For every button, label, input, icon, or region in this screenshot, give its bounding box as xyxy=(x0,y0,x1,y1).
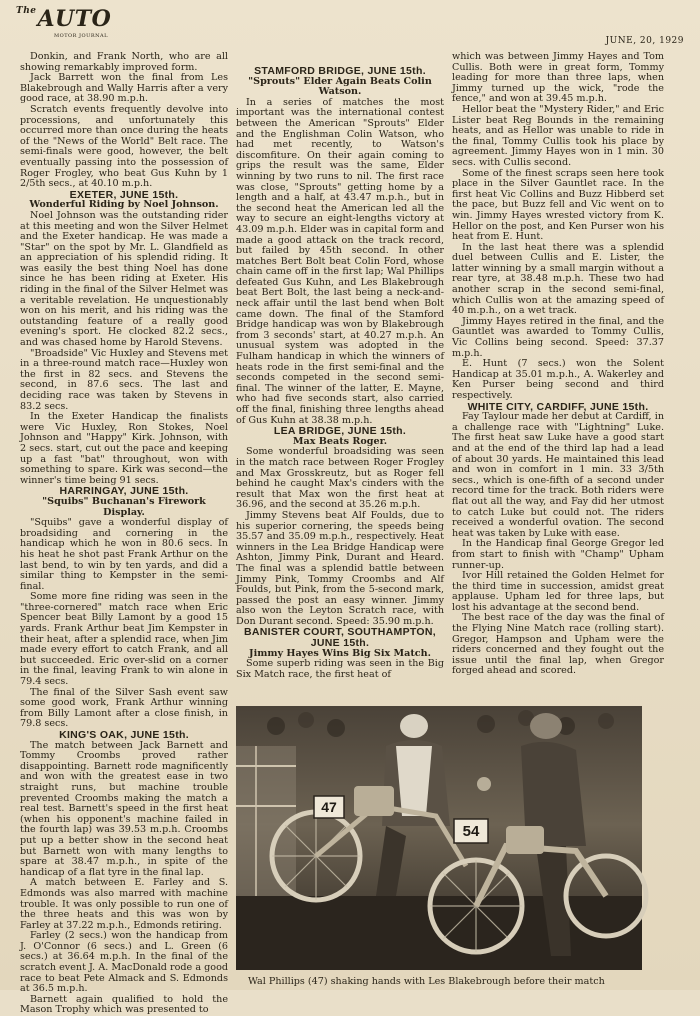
section-heading-banister-court: BANISTER COURT, SOUTHAMPTON, JUNE 15th. xyxy=(244,626,436,650)
issue-date: JUNE, 20, 1929 xyxy=(605,36,684,46)
section-subheading: Max Beats Roger. xyxy=(292,435,388,447)
paragraph: The final of the Silver Sash event saw some good work, Frank Arthur winning from Billy Lamont after a close finish, in 79.8 secs. xyxy=(20,686,228,730)
paragraph: Noel Johnson was the outstanding rider at this meeting and won the Silver Helmet and the Exeter handicap. He was made a "Star" on the spot by Mr. L. Glandfield as an appreciation of his splendid riding. It was easily the best thing Noel has done since he has been riding at Exeter. His riding in the final of the Silver Helmet was a veritable revelation. He unquestionably won on his merit, and his riding was the outstanding feature of a really good evening's sport. He clocked 82.2 secs., and was chased home by Harold Stevens. xyxy=(20,209,228,349)
section-heading-kings-oak: KING'S OAK, JUNE 15th. xyxy=(59,729,189,741)
masthead-subtitle: MOTOR JOURNAL xyxy=(54,33,108,39)
paragraph: In a series of matches the most important was the international contest between the American "Sprouts" Elder and the Englishman Colin Watson, who had met recently, to Watson's discomfiture. On their again coming to grips the result was the same, Elder winning by two runs to nil. The first race was close, "Sprouts" getting home by a length and a half, at 43.47 m.p.h., but in the second heat the American led all the way to secure an eight-lengths victory at 43.09 m.p.h. Elder was in capital form and made a good attack on the track record, but failed by 45th second. In other matches Bert Bolt beat Colin Ford, whose chain came off in the first lap; Wal Phillips defeated Gus Kuhn, and Les Blakebrough beat Bert Bolt, the last being a neck-and-neck affair until the last bend when Bolt came down. The final of the Stamford Bridge handicap was won by Blakebrough from 3 seconds' start, at 40.27 m.p.h. An unusual system was adopted in the Fulham handicap in which the winners of heats rode in the first semi-final and the seconds competed in the second semi-final. The winner of the latter, E. Mayne, who had five seconds start, also carried off the final, finishing three lengths ahead of Gus Kuhn at 38.38 m.p.h. xyxy=(236,96,444,426)
number-plate-right: 54 xyxy=(462,823,480,840)
paragraph: Farley (2 secs.) won the handicap from J. O'Connor (6 secs.) and L. Green (6 secs.) at 36.64 m.p.h. In the final of the scratch event J. A. MacDonald rode a good race to beat Pete Almack and S. Edmonds at 36.5 m.p.h. xyxy=(20,930,228,995)
section-heading-exeter: EXETER, JUNE 15th. xyxy=(69,188,179,201)
paragraph: Fay Taylour made her debut at Cardiff, in a challenge race with "Lightning" Luke. The first heat saw Luke have a good start and at the end of the third lap had a lead of about 30 yards. He maintained this lead and won in comfort in 1 min. 33 3/5th secs., which is one-fifth of a second under record time for the track. Both riders were flat out all the way, and Fay did her utmost to catch Luke but could not. The riders received a wonderful ovation. The second heat was taken by Luke with ease. xyxy=(452,411,664,539)
paragraph: which was between Jimmy Hayes and Tom Cullis. Both were in great form, Tommy leading for more than three laps, when Jimmy turned up the wick, "rode the fence," and won at 39.45 m.p.h. xyxy=(452,51,664,105)
paragraph: "Squibs" gave a wonderful display of broadsiding and cornering in the handicap which he won in 80.6 secs. In his heat he shot past Frank Arthur on the last bend, to win by ten yards, and did a similar thing to Kempster in the semi-final. xyxy=(20,517,228,592)
paragraph: In the Exeter Handicap the finalists were Vic Huxley, Ron Stokes, Noel Johnson and "Happy" Kirk. Johnson, with 2 secs. start, cut out the pace and keeping up a fast "bat" throughout, won with something to spare. Kirk was second—the winner's time being 91 secs. xyxy=(20,411,228,486)
paragraph: Some more fine riding was seen in the "three-cornered" match race when Eric Spencer beat Billy Lamont by a good 15 yards. Frank Arthur beat Jim Kempster in their heat, after a splendid race, when Jim made every effort to catch Frank, and all but succeeded. Eric over-slid on a corner in the final, leaving Frank to win alone in 79.4 secs. xyxy=(20,591,228,688)
section-heading-harringay: HARRINGAY, JUNE 15th. xyxy=(59,485,189,498)
paragraph: Donkin, and Frank North, who are all showing remarkably improved form. xyxy=(20,51,228,73)
paragraph: In the Handicap final George Gregor led from start to finish with "Champ" Upham runner-up. xyxy=(452,538,664,571)
paragraph: A match between E. Farley and S. Edmonds was also marred with machine trouble. It was only possible to run one of the three heats and this was won by Farley at 37.22 m.p.h., Edmonds retiring. xyxy=(20,877,228,931)
paragraph: Some of the finest scraps seen here took place in the Silver Gauntlet race. In the first heat Vic Collins and Buzz Hibberd set the pace, but Buzz fell and Vic went on to win. Jimmy Hayes wrested victory from K. Hellor on the post, and Ken Purser won his heat from E. Hunt. xyxy=(452,167,664,243)
photo-illustration xyxy=(236,706,642,970)
paragraph: Barnett again qualified to hold the Mason Trophy which was presented to xyxy=(20,993,228,1016)
paragraph: Jimmy Hayes retired in the final, and the Gauntlet was awarded to Tommy Cullis, Vic Collins being second. Speed: 37.37 m.p.h. xyxy=(452,315,664,359)
race-photograph xyxy=(236,706,642,970)
paragraph: Some superb riding was seen in the Big Six Match race, the first heat of xyxy=(236,658,444,680)
column-1 xyxy=(20,51,228,1016)
number-plate-left: 47 xyxy=(321,799,337,815)
section-heading-stamford-bridge: STAMFORD BRIDGE, JUNE 15th. xyxy=(254,65,426,77)
paragraph: "Broadside" Vic Huxley and Stevens met in a three-round match race—Huxley won the first in 82 secs. and Stevens the second, in 87.6 secs. The last and deciding race was taken by Stevens in 83.2 secs. xyxy=(20,347,228,412)
paragraph: Some wonderful broadsiding was seen in the match race between Roger Frogley and Max Grosskreutz, but as Roger fell behind he caught Max's cinders with the result that Max won the first heat at 36.96, and the second at 35.26 m.p.h. xyxy=(236,446,444,511)
section-heading-white-city: WHITE CITY, CARDIFF, JUNE 15th. xyxy=(467,400,649,413)
paragraph: Scratch events frequently devolve into processions, and unfortunately this occurred more than once during the heats of the "News of the World" Belt race. The semi-finals were good, however, the belt eventually passing into the possession of Roger Frogley, who beat Gus Kuhn by 1 2/5th secs., at 40.10 m.p.h. xyxy=(20,103,228,190)
section-subheading: Jimmy Hayes Wins Big Six Match. xyxy=(249,647,431,659)
paragraph: The match between Jack Barnett and Tommy Croombs proved rather disappointing. Barnett rode magnificently and won with the greatest ease in two straight runs, but machine trouble prevented Croombs making the match a real test. Barnett's speed in the first heat (when his opponent's machine failed in the fourth lap) was 39.53 m.p.h. Croombs put up a better show in the second heat but Barnett won with many lengths to spare at 38.47 m.p.h., in spite of the handicap of a flat tyre in the final lap. xyxy=(20,739,228,878)
column-2 xyxy=(236,52,444,680)
section-heading-lea-bridge: LEA BRIDGE, JUNE 15th. xyxy=(273,425,407,438)
paragraph: Ivor Hill retained the Golden Helmet for the third time in succession, amidst great applause. Upham led for three laps, but lost his advantage at the second bend. xyxy=(452,570,664,613)
paragraph: Hellor beat the "Mystery Rider," and Eric Lister beat Reg Bounds in the remaining heats, and as Hellor was unable to ride in the final, Tommy Cullis took his place by agreement. Jimmy Hayes won in 1 min. 30 secs. with Cullis second. xyxy=(452,103,664,168)
paragraph: In the last heat there was a splendid duel between Cullis and E. Lister, the latter winning by a small margin without a rear tyre, at 38.48 m.p.h. These two had another scrap in the second semi-final, which Cullis won at the amazing speed of 40 m.p.h., on a wet track. xyxy=(452,241,664,317)
photo-caption: Wal Phillips (47) shaking hands with Les Blakebrough before their match xyxy=(248,976,605,987)
section-subheading: "Sprouts" Elder Again Beats Colin Watson. xyxy=(248,75,432,98)
section-subheading: "Squibs" Buchanan's Firework Display. xyxy=(42,495,206,518)
paragraph: The best race of the day was the final of the Flying Nine Match race (rolling start). Gregor, Hampson and Upham were the riders concerned and they fought out the issue until the final lap, when Gregor forged ahead and scored. xyxy=(452,612,664,677)
paragraph: Jimmy Stevens beat Alf Foulds, due to his superior cornering, the speeds being 35.57 and 35.09 m.p.h., respectively. Heat winners in the Lea Bridge Handicap were Ashton, Jimmy Pink, Durant and Heard. The final was a splendid battle between Jimmy Pink, Tommy Croombs and Alf Foulds, but Pink, from the 5-second mark, passed the post an easy winner. Jimmy also won the Leyton Scratch race, with Don Durant second. Speed: 35.90 m.p.h. xyxy=(236,509,444,627)
paragraph: Jack Barrett won the final from Les Blakebrough and Wally Harris after a very good race, at 38.90 m.p.h. xyxy=(20,72,228,105)
section-subheading: Wonderful Riding by Noel Johnson. xyxy=(29,199,219,211)
column-3 xyxy=(452,51,664,677)
masthead-logo: $^{The}$AUTO xyxy=(16,6,112,32)
paragraph: E. Hunt (7 secs.) won the Solent Handicap at 35.01 m.p.h., A. Wakerley and Ken Purser being second and third respectively. xyxy=(452,358,664,401)
